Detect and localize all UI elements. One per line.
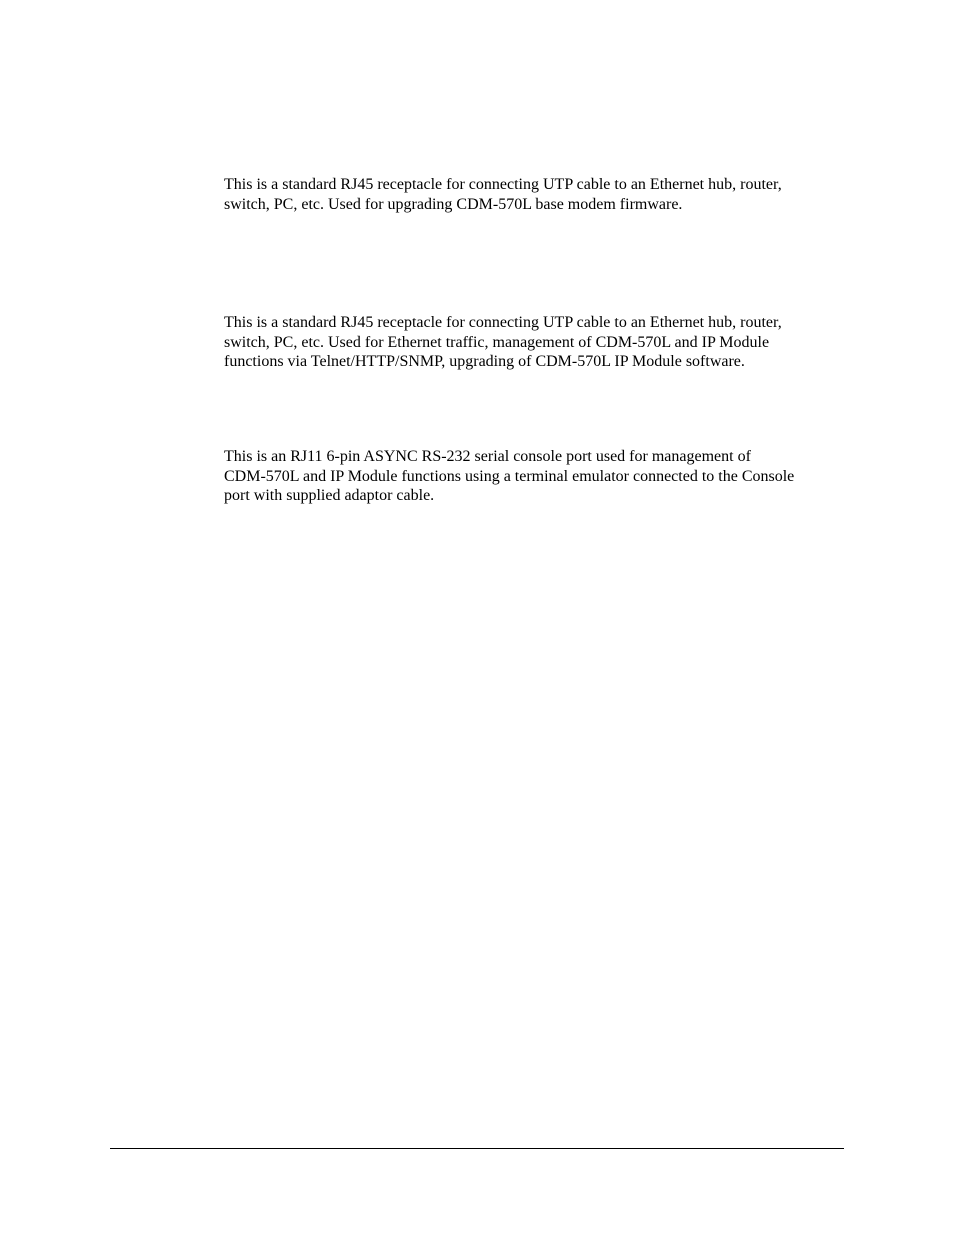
text-line: port with supplied adaptor cable. — [224, 487, 435, 504]
text-line: This is a standard RJ45 receptacle for connecting UTP cable to an Ethernet hub, router, — [224, 314, 782, 331]
paragraph-console-port — [224, 447, 844, 506]
text-line: This is an RJ11 6-pin ASYNC RS-232 serial console port used for management of — [224, 448, 751, 465]
paragraph-ethernet-modem-port — [224, 175, 844, 214]
paragraph-ethernet-traffic-port — [224, 313, 844, 372]
text-line: switch, PC, etc. Used for upgrading CDM-570L base modem firmware. — [224, 195, 683, 213]
text-line: functions via Telnet/HTTP/SNMP, upgrading of CDM-570L IP Module software. — [224, 353, 745, 370]
text-line: CDM-570L and IP Module functions using a terminal emulator connected to the Console — [224, 467, 795, 485]
text-line: switch, PC, etc. Used for Ethernet traffic, management of CDM-570L and IP Module — [224, 333, 770, 351]
text-line: This is a standard RJ45 receptacle for connecting UTP cable to an Ethernet hub, router, — [224, 176, 782, 193]
footer-divider — [110, 1148, 844, 1149]
